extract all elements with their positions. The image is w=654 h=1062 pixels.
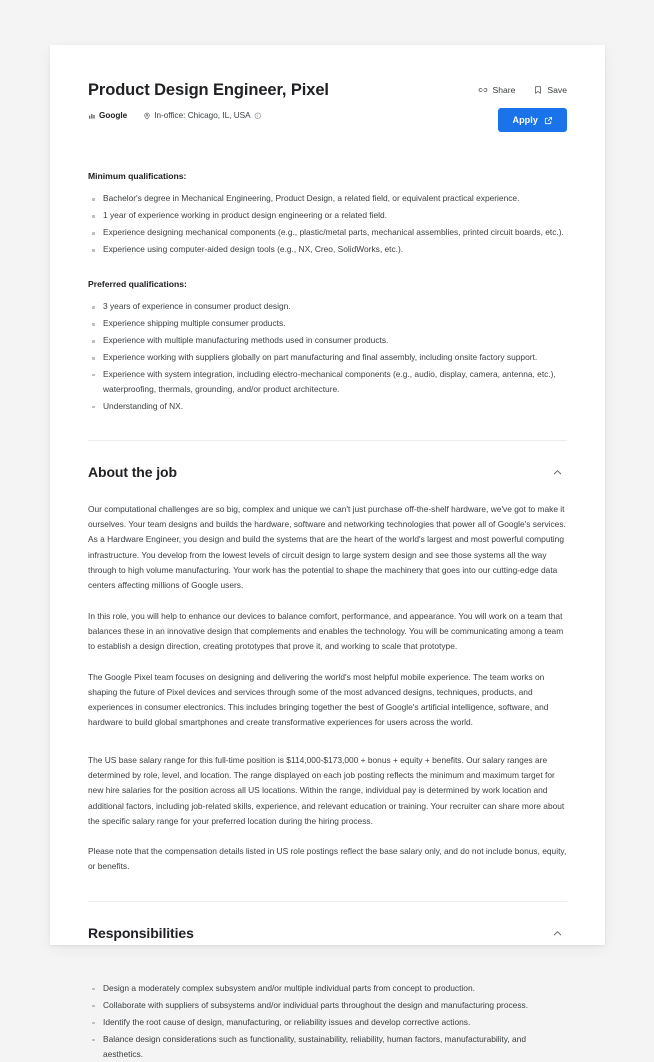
list-item: Experience using computer-aided design tools (e.g., NX, Creo, SolidWorks, etc.).: [88, 242, 567, 257]
location-pin-icon: [143, 112, 151, 120]
list-item: Experience with system integration, including electro-mechanical components (e.g., audio, display, camera, antenna, etc.), waterproofing, thermals, grounding, and/or product architecture.: [88, 367, 567, 397]
list-item: 3 years of experience in consumer product design.: [88, 299, 567, 314]
save-button[interactable]: [533, 85, 567, 95]
list-item: Design a moderately complex subsystem and/or multiple individual parts from concept to production.: [88, 981, 567, 996]
responsibilities-title: Responsibilities: [88, 924, 194, 941]
list-item: Experience designing mechanical components (e.g., plastic/metal parts, mechanical assemblies, printed circuit boards, etc.).: [88, 225, 567, 240]
job-posting-card: [50, 45, 605, 1059]
list-item: Experience working with suppliers globally on part manufacturing and final assembly, including onsite factory support.: [88, 350, 567, 365]
responsibilities-section: [88, 902, 567, 1062]
about-the-job-header[interactable]: [88, 463, 567, 486]
minimum-qualifications-list: [88, 191, 567, 257]
list-item: Bachelor's degree in Mechanical Engineering, Product Design, a related field, or equivalent practical experience.: [88, 191, 567, 206]
list-item: Identify the root cause of design, manufacturing, or reliability issues and develop corrective actions.: [88, 1015, 567, 1030]
bookmark-icon: [533, 85, 543, 95]
responsibilities-list: [88, 981, 567, 1062]
location-meta: [143, 112, 261, 120]
page-title: Product Design Engineer, Pixel: [88, 81, 329, 99]
list-item: Collaborate with suppliers of subsystems and/or individual parts throughout the design and manufacturing process.: [88, 998, 567, 1013]
about-paragraph: Our computational challenges are so big, complex and unique we can't just purchase off-the-shelf hardware, we've got to make it ourselves. Your team designs and builds the hardware, software and networking technologies that power all of Google's services. As a Hardware Engineer, you design and build the systems that are the heart of the world's largest and most powerful computing infrastructure. You develop from the lowest levels of circuit design to large system design and see those systems all the way through to high volume manufacturing. Your work has the potential to shape the machinery that goes into our cutting-edge data centers affecting millions of Google users.: [88, 503, 566, 591]
job-header: [88, 81, 567, 145]
external-link-icon: [544, 116, 553, 125]
list-item: Experience with multiple manufacturing methods used in consumer products.: [88, 333, 567, 348]
about-the-job-body: [88, 486, 567, 875]
apply-button[interactable]: [498, 108, 567, 132]
chevron-up-icon[interactable]: [548, 924, 567, 943]
about-paragraph: The Google Pixel team focuses on designing and delivering the world's most helpful mobile experience. The team works on shaping the future of Pixel devices and services through some of the most advanced designs, techniques, products, and experiences in consumer electronics. This includes bringing together the best of Google's artificial intelligence, software, and hardware to build global smartphones and create transformative experiences for users across the world.: [88, 671, 549, 728]
compensation-note-paragraph: Please note that the compensation details listed in US role postings reflect the base salary only, and do not include bonus, equity, or benefits.: [88, 846, 567, 872]
company-building-icon: [88, 112, 96, 120]
share-label: Share: [492, 84, 516, 95]
qualifications-block: [88, 171, 567, 414]
preferred-qualifications-heading: Preferred qualifications:: [88, 278, 187, 289]
minimum-qualifications-heading: Minimum qualifications:: [88, 171, 187, 181]
chevron-up-icon[interactable]: [548, 463, 567, 482]
about-the-job-section: [88, 441, 567, 875]
list-item: Experience shipping multiple consumer products.: [88, 316, 567, 331]
list-item: Understanding of NX.: [88, 399, 567, 414]
share-button[interactable]: [478, 85, 515, 95]
save-label: Save: [547, 84, 567, 95]
company-name: Google: [99, 110, 128, 120]
responsibilities-body: [88, 947, 567, 1062]
header-actions: [478, 85, 567, 132]
salary-paragraph: The US base salary range for this full-time position is $114,000-$173,000 + bonus + equity + benefits. Our salary ranges are determined by role, level, and location. The range displayed on each job posting reflects the minimum and maximum target for new hire salaries for the position across all US locations. Within the range, individual pay is determined by work location and additional factors, including job-related skills, experience, and relevant education or training. Your recruiter can share more about the specific salary range for your preferred location during the hiring process.: [88, 754, 565, 826]
about-paragraph: In this role, you will help to enhance our devices to balance comfort, performance, and appearance. You will work on a team that balances these in an innovative design that complements and enables the technology. You will be communicating among a team to establish a design direction, creating prototypes that prove it, and working to scale that prototype.: [88, 610, 564, 652]
action-links: [478, 85, 567, 95]
responsibilities-header[interactable]: [88, 924, 567, 947]
list-item: 1 year of experience working in product design engineering or a related field.: [88, 208, 567, 223]
apply-label: Apply: [512, 115, 538, 125]
link-icon: [478, 85, 488, 95]
about-the-job-title: About the job: [88, 463, 177, 480]
location-text: In-office: Chicago, IL, USA: [154, 110, 251, 120]
list-item: Balance design considerations such as functionality, sustainability, reliability, human factors, manufacturability, and aesthetics.: [88, 1032, 567, 1062]
info-icon[interactable]: [254, 112, 262, 120]
company-meta: [88, 112, 127, 120]
preferred-qualifications-list: [88, 299, 567, 414]
